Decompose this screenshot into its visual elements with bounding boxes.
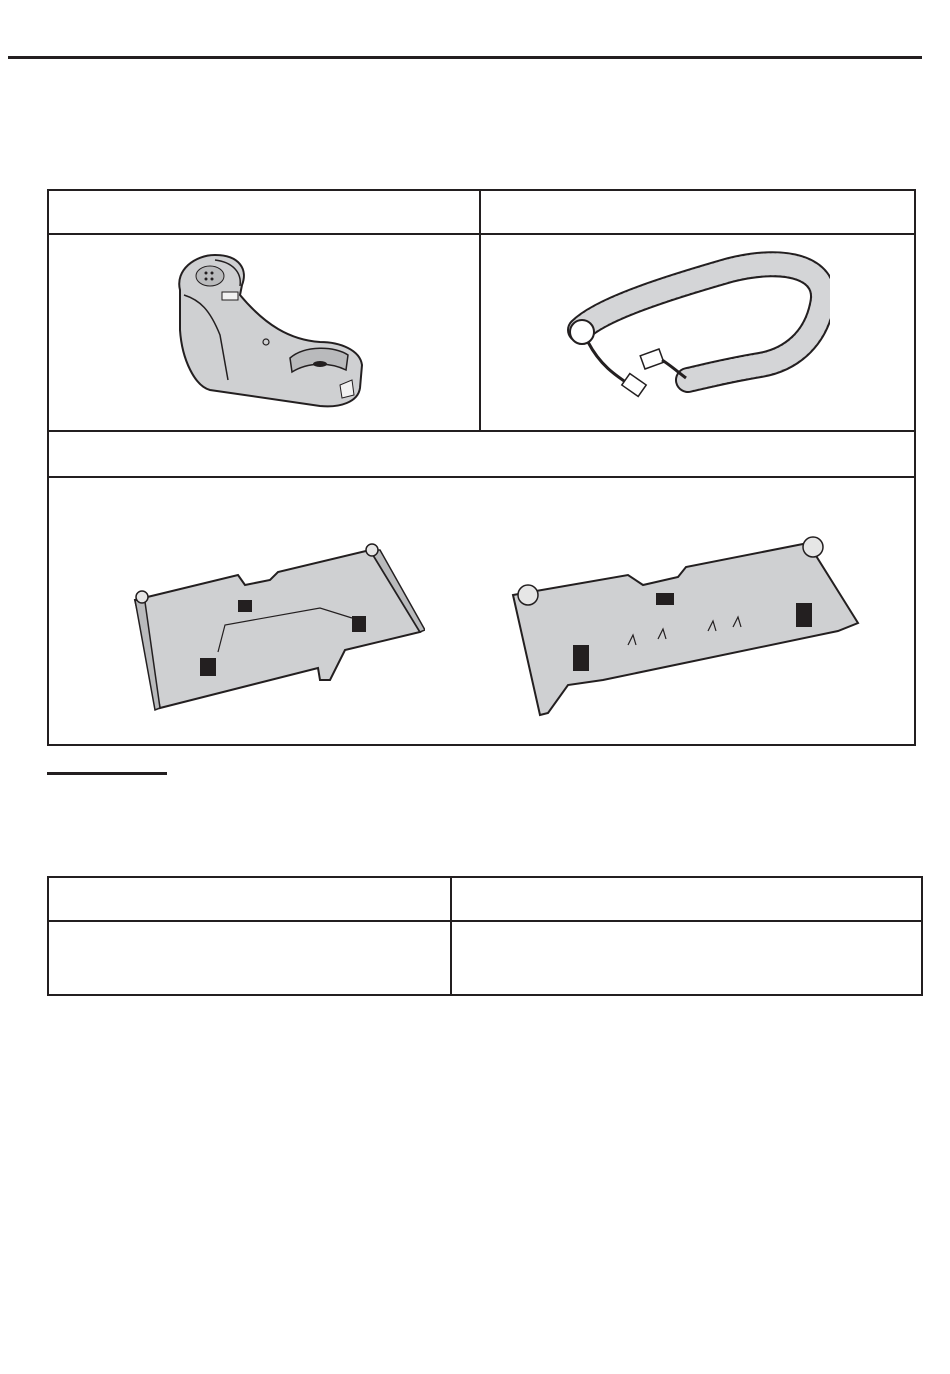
accessories-header-divider xyxy=(47,233,916,235)
section-heading-rule xyxy=(47,772,167,775)
coiled-cord-illustration xyxy=(560,250,830,410)
stand-illustration-left xyxy=(130,540,425,715)
accessories-image-row-divider xyxy=(47,430,916,432)
accessories-column-divider xyxy=(479,189,481,432)
stand-caption-divider xyxy=(47,476,916,478)
top-rule xyxy=(8,56,922,59)
options-column-divider xyxy=(450,876,452,996)
options-table xyxy=(47,876,923,996)
handset-illustration xyxy=(170,250,370,410)
options-header-divider xyxy=(47,920,923,922)
stand-illustration-right xyxy=(508,535,863,720)
